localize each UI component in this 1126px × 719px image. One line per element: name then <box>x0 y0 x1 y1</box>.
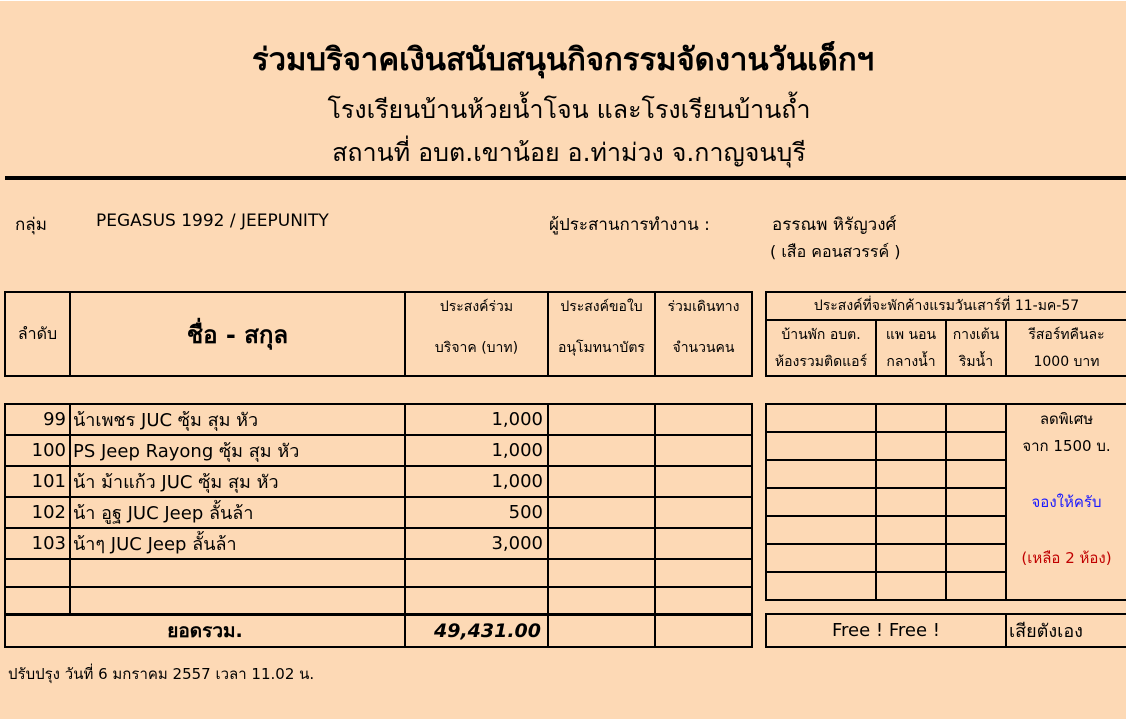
cell-amount[interactable]: 1,000 <box>405 404 548 435</box>
resort-remaining-note: (เหลือ 2 ห้อง) <box>1006 544 1126 572</box>
cell-stay-room[interactable] <box>766 404 876 432</box>
cell-travel[interactable] <box>655 404 752 435</box>
venue-subtitle: สถานที่ อบต.เขาน้อย อ.ท่าม่วง จ.กาญจนบุรี <box>332 138 806 167</box>
header-stay-title: ประสงค์ที่จะพักค้างแรมวันเสาร์ที่ 11-มค-57 <box>766 292 1126 320</box>
cell-stay-raft[interactable] <box>876 488 946 516</box>
cell-stay-tent[interactable] <box>946 516 1006 544</box>
cell-travel[interactable] <box>655 466 752 497</box>
cell-stay-raft[interactable] <box>876 516 946 544</box>
table-row <box>5 587 752 615</box>
total-travel <box>655 614 752 647</box>
donor-table-body <box>4 403 753 616</box>
cell-cert[interactable] <box>548 587 655 615</box>
resort-note-blank <box>1006 572 1126 600</box>
title-divider <box>5 176 1126 180</box>
table-row <box>766 544 1126 572</box>
cell-stay-room[interactable] <box>766 544 876 572</box>
cell-travel[interactable] <box>655 559 752 587</box>
table-row <box>766 516 1126 544</box>
cell-amount[interactable]: 1,000 <box>405 435 548 466</box>
cell-name[interactable]: น้า อูฐ JUC Jeep ลั้นล้า <box>70 497 405 528</box>
cell-stay-room[interactable] <box>766 488 876 516</box>
cell-stay-room[interactable] <box>766 460 876 488</box>
stay-table-body <box>765 403 1126 601</box>
cell-cert[interactable] <box>548 528 655 559</box>
coordinator-nickname: ( เสือ คอนสวรรค์ ) <box>770 242 901 261</box>
page-title: ร่วมบริจาคเงินสนับสนุนกิจกรรมจัดงานวันเด็กฯ <box>251 42 875 78</box>
header-stay-col3-bottom: ริมน้ำ <box>946 348 1006 376</box>
header-stay-col2-bottom: กลางน้ำ <box>876 348 946 376</box>
cell-name[interactable]: น้าเพชร JUC ซุ้ม สุม หัว <box>70 404 405 435</box>
table-row <box>766 488 1126 516</box>
cell-amount[interactable]: 1,000 <box>405 466 548 497</box>
cell-stay-tent[interactable] <box>946 488 1006 516</box>
coordinator-label: ผู้ประสานการทำงาน : <box>549 215 710 235</box>
sheet-gridline <box>0 0 1126 1</box>
cell-cert[interactable] <box>548 404 655 435</box>
cell-stay-room[interactable] <box>766 572 876 600</box>
header-stay-col1-bottom: ห้องรวมติดแอร์ <box>766 348 876 376</box>
stay-table-header <box>765 291 1126 377</box>
cell-seq[interactable]: 103 <box>5 528 70 559</box>
group-label: กลุ่ม <box>15 215 47 235</box>
header-donate-bottom: บริจาค (บาท) <box>405 320 548 376</box>
cell-cert[interactable] <box>548 559 655 587</box>
cell-name[interactable] <box>70 587 405 615</box>
header-donate-top: ประสงค์ร่วม <box>405 292 548 320</box>
cell-seq[interactable]: 99 <box>5 404 70 435</box>
cell-cert[interactable] <box>548 466 655 497</box>
cell-stay-tent[interactable] <box>946 460 1006 488</box>
cell-travel[interactable] <box>655 497 752 528</box>
cell-amount[interactable]: 3,000 <box>405 528 548 559</box>
cell-amount[interactable] <box>405 559 548 587</box>
header-cert-top: ประสงค์ขอใบ <box>548 292 655 320</box>
table-row <box>766 432 1126 460</box>
cell-cert[interactable] <box>548 435 655 466</box>
header-travel-top: ร่วมเดินทาง <box>655 292 752 320</box>
totals-row-left <box>4 613 753 648</box>
self-pay-note: เสียตังเอง <box>1006 614 1126 647</box>
cell-seq[interactable]: 102 <box>5 497 70 528</box>
table-row <box>5 497 752 528</box>
table-row <box>5 528 752 559</box>
header-stay-col2-top: แพ นอน <box>876 320 946 348</box>
cell-stay-raft[interactable] <box>876 432 946 460</box>
cell-travel[interactable] <box>655 587 752 615</box>
cell-stay-tent[interactable] <box>946 432 1006 460</box>
cell-seq[interactable]: 101 <box>5 466 70 497</box>
header-stay-col3-top: กางเต้น <box>946 320 1006 348</box>
cell-stay-room[interactable] <box>766 432 876 460</box>
table-row <box>766 404 1126 432</box>
cell-name[interactable]: PS Jeep Rayong ซุ้ม สุม หัว <box>70 435 405 466</box>
table-row <box>766 460 1126 488</box>
table-row <box>5 466 752 497</box>
header-travel-bottom: จำนวนคน <box>655 320 752 376</box>
cell-travel[interactable] <box>655 435 752 466</box>
cell-amount[interactable]: 500 <box>405 497 548 528</box>
cell-name[interactable]: น้าๆ JUC Jeep ลั้นล้า <box>70 528 405 559</box>
total-cert <box>548 614 655 647</box>
cell-stay-raft[interactable] <box>876 460 946 488</box>
schools-subtitle: โรงเรียนบ้านห้วยน้ำโจน และโรงเรียนบ้านถ้ำ <box>327 95 811 124</box>
header-stay-col4-bottom: 1000 บาท <box>1006 348 1126 376</box>
total-label: ยอดรวม. <box>5 614 405 647</box>
resort-price-note: จาก 1500 บ. <box>1006 432 1126 460</box>
table-row <box>766 572 1126 600</box>
totals-row-right <box>765 613 1126 648</box>
cell-stay-tent[interactable] <box>946 404 1006 432</box>
resort-booking-note: จองให้ครับ <box>1006 488 1126 516</box>
coordinator-name: อรรณพ หิรัญวงศ์ <box>772 215 897 235</box>
donor-table-header <box>4 291 753 377</box>
header-stay-col4-top: รีสอร์ทคืนละ <box>1006 320 1126 348</box>
cell-amount[interactable] <box>405 587 548 615</box>
header-seq: ลำดับ <box>5 292 70 376</box>
total-amount: 49,431.00 <box>405 614 548 647</box>
header-stay-col1-top: บ้านพัก อบต. <box>766 320 876 348</box>
cell-cert[interactable] <box>548 497 655 528</box>
cell-name[interactable]: น้า ม้าแก้ว JUC ซุ้ม สุม หัว <box>70 466 405 497</box>
group-value: PEGASUS 1992 / JEEPUNITY <box>96 211 329 231</box>
cell-travel[interactable] <box>655 528 752 559</box>
cell-name[interactable] <box>70 559 405 587</box>
cell-stay-room[interactable] <box>766 516 876 544</box>
header-cert-bottom: อนุโมทนาบัตร <box>548 320 655 376</box>
table-row <box>5 435 752 466</box>
resort-note-blank <box>1006 516 1126 544</box>
header-name: ชื่อ - สกุล <box>70 292 405 376</box>
cell-stay-raft[interactable] <box>876 544 946 572</box>
free-stay-note: Free ! Free ! <box>766 614 1006 647</box>
resort-note-blank <box>1006 460 1126 488</box>
cell-stay-raft[interactable] <box>876 404 946 432</box>
last-updated-text: ปรับปรุง วันที่ 6 มกราคม 2557 เวลา 11.02 น. <box>8 665 315 683</box>
cell-stay-tent[interactable] <box>946 544 1006 572</box>
cell-stay-tent[interactable] <box>946 572 1006 600</box>
resort-discount-note: ลดพิเศษ <box>1006 404 1126 432</box>
cell-seq[interactable] <box>5 587 70 615</box>
cell-stay-raft[interactable] <box>876 572 946 600</box>
table-row <box>5 559 752 587</box>
table-row <box>5 404 752 435</box>
cell-seq[interactable] <box>5 559 70 587</box>
cell-seq[interactable]: 100 <box>5 435 70 466</box>
